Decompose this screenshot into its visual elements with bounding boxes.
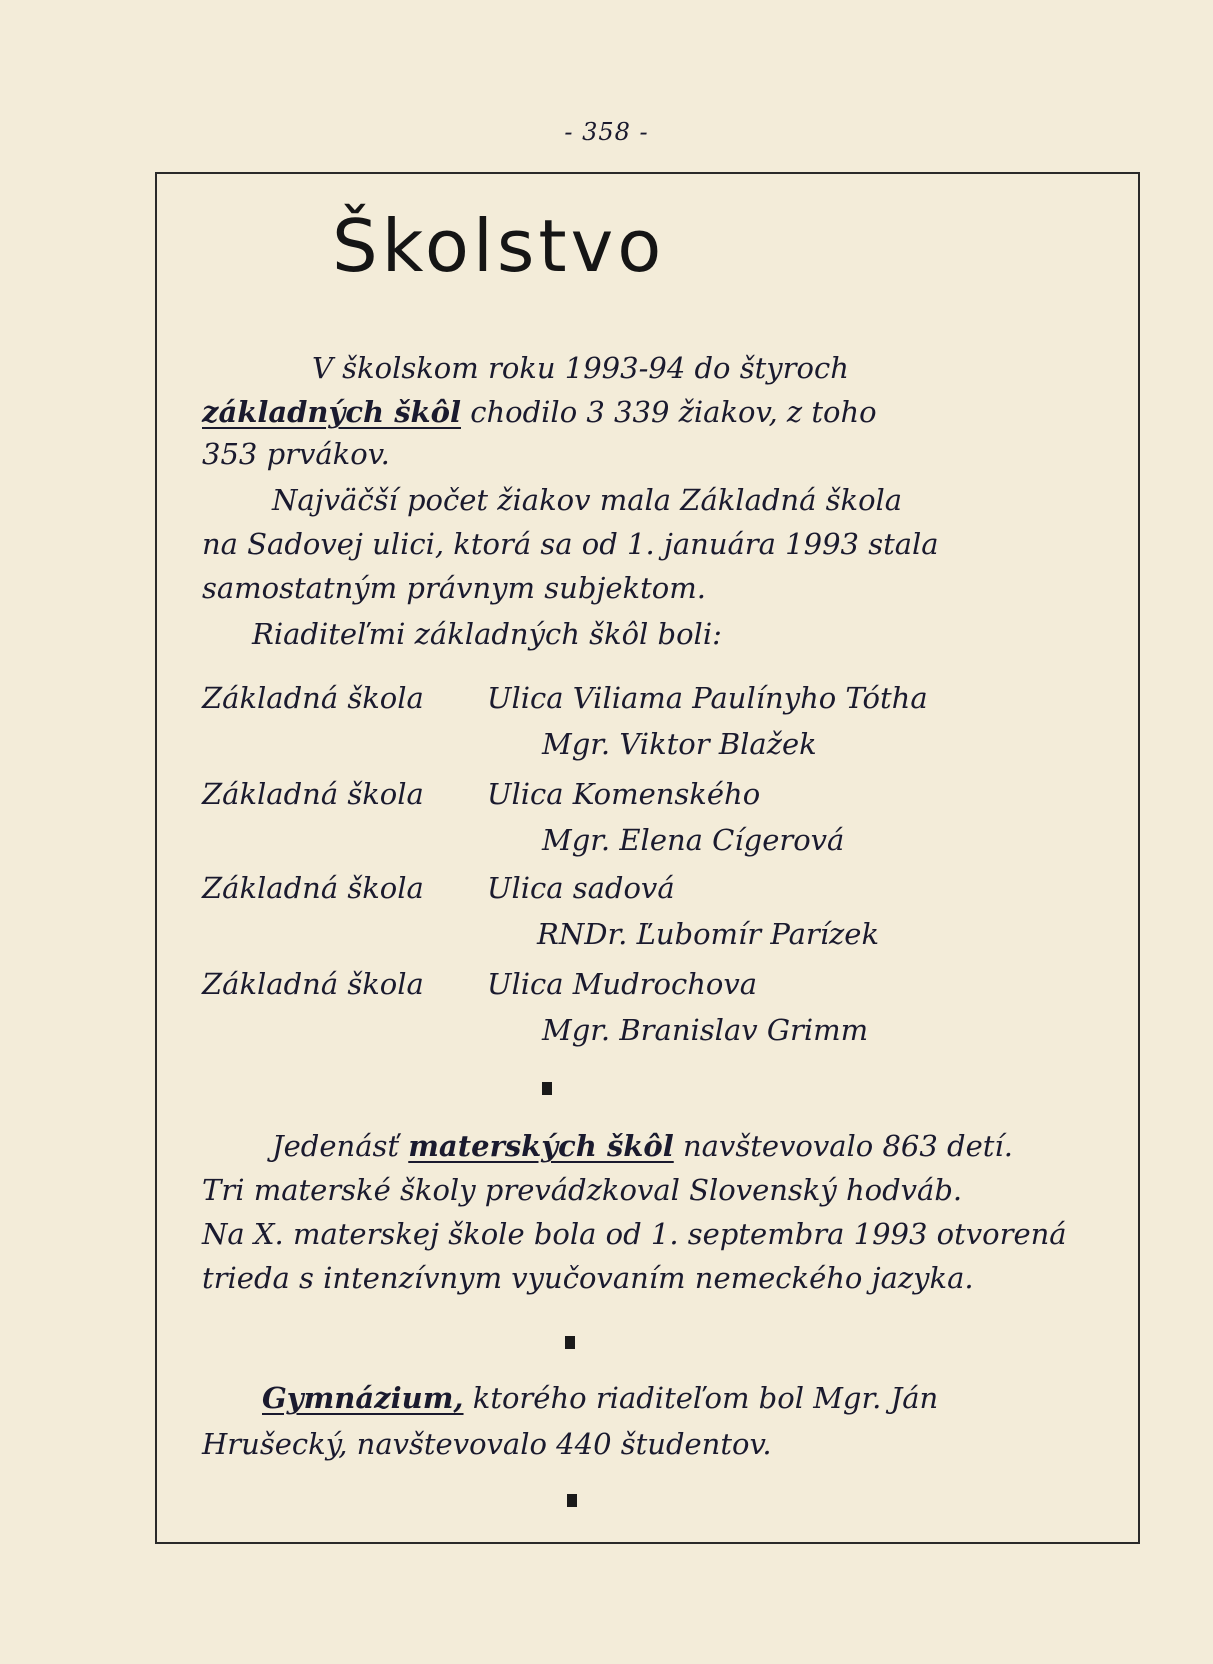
school-4-street: Ulica Mudrochova <box>487 967 758 1001</box>
eleven-word: Jedenásť <box>272 1129 400 1163</box>
section-divider-mark <box>567 1494 577 1507</box>
directors-intro: Riaditeľmi základných škôl boli: <box>252 617 722 651</box>
paragraph-1-line-2-rest: chodilo 3 339 žiakov, z toho <box>470 395 877 429</box>
school-4-name: Základná škola <box>202 967 424 1001</box>
paragraph-3-line-1-rest: navštevovalo 863 detí. <box>682 1129 1013 1163</box>
school-2-director: Mgr. Elena Cígerová <box>542 823 845 857</box>
paragraph-4-line-2: Hrušecký, navštevovalo 440 študentov. <box>202 1427 772 1461</box>
page-number: - 358 - <box>564 118 649 146</box>
paragraph-3-line-2: Tri materské školy prevádzkoval Slovenský hodváb. <box>202 1173 963 1207</box>
paragraph-4-line-1-rest: ktorého riaditeľom bol Mgr. Ján <box>472 1381 939 1415</box>
kindergartens-term: materských škôl <box>408 1129 674 1163</box>
paragraph-3-line-1 <box>272 1129 1013 1163</box>
section-divider-mark <box>565 1336 575 1349</box>
paragraph-4-line-1 <box>262 1381 939 1415</box>
school-1-street: Ulica Viliama Paulínyho Tótha <box>487 681 928 715</box>
school-2-street: Ulica Komenského <box>487 777 761 811</box>
page-title: Školstvo <box>332 204 666 288</box>
paragraph-1-line-3: 353 prvákov. <box>202 437 390 471</box>
paragraph-2-line-1: Najväčší počet žiakov mala Základná škola <box>272 483 903 517</box>
paragraph-3-line-4: trieda s intenzívnym vyučovaním nemeckého jazyka. <box>202 1261 974 1295</box>
paragraph-1-line-2 <box>202 395 877 429</box>
paragraph-3-line-3: Na X. materskej škole bola od 1. septembra 1993 otvorená <box>202 1217 1067 1251</box>
basic-schools-term: základných škôl <box>202 395 461 429</box>
paragraph-2-line-3: samostatným právnym subjektom. <box>202 571 706 605</box>
section-divider-mark <box>542 1082 552 1095</box>
school-1-name: Základná škola <box>202 681 424 715</box>
paragraph-1-line-1: V školskom roku 1993-94 do štyroch <box>312 351 849 385</box>
school-2-name: Základná škola <box>202 777 424 811</box>
school-3-director: RNDr. Ľubomír Parízek <box>537 917 880 951</box>
school-3-street: Ulica sadová <box>487 871 675 905</box>
school-4-director: Mgr. Branislav Grimm <box>542 1013 869 1047</box>
paragraph-2-line-2: na Sadovej ulici, ktorá sa od 1. januára 1993 stala <box>202 527 939 561</box>
school-1-director: Mgr. Viktor Blažek <box>542 727 817 761</box>
school-3-name: Základná škola <box>202 871 424 905</box>
content-frame <box>155 172 1140 1544</box>
gymnasium-term: Gymnázium, <box>262 1381 464 1415</box>
